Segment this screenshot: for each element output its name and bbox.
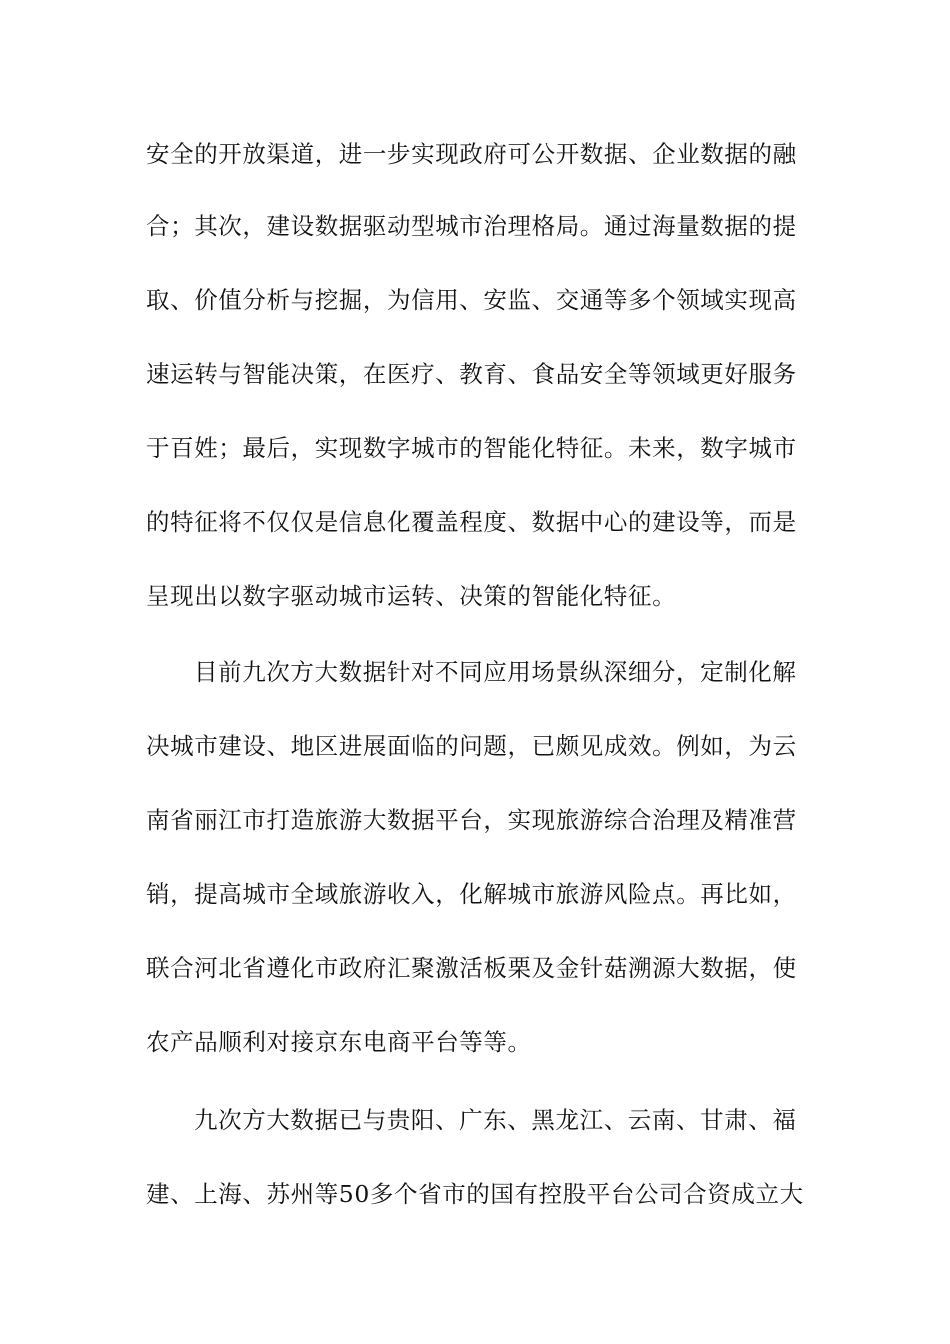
text-line: 农产品顺利对接京东电商平台等等。 [146,1028,532,1056]
text-line: 呈现出以数字驱动城市运转、决策的智能化特征。 [146,582,677,610]
text-line: 合；其次，建设数据驱动型城市治理格局。通过海量数据的提 [146,212,797,240]
text-line: 建、上海、苏州等50多个省市的国有控股平台公司合资成立大 [146,1180,804,1208]
text-line: 的特征将不仅仅是信息化覆盖程度、数据中心的建设等，而是 [146,508,797,536]
text-line: 决城市建设、地区进展面临的问题，已颇见成效。例如，为云 [146,732,797,760]
text-line: 销，提高城市全域旅游收入，化解城市旅游风险点。再比如， [146,880,797,908]
text-line: 安全的开放渠道，进一步实现政府可公开数据、企业数据的融 [146,140,797,168]
paragraph-first-line: 目前九次方大数据针对不同应用场景纵深细分，定制化解 [194,658,797,686]
text-line: 联合河北省遵化市政府汇聚激活板栗及金针菇溯源大数据，使 [146,954,797,982]
text-line: 南省丽江市打造旅游大数据平台，实现旅游综合治理及精准营 [146,806,797,834]
text-line: 取、价值分析与挖掘，为信用、安监、交通等多个领域实现高 [146,286,797,314]
paragraph-first-line: 九次方大数据已与贵阳、广东、黑龙江、云南、甘肃、福 [194,1106,797,1134]
text-line: 于百姓；最后，实现数字城市的智能化特征。未来，数字城市 [146,434,797,462]
text-line: 速运转与智能决策，在医疗、教育、食品安全等领域更好服务 [146,360,797,388]
